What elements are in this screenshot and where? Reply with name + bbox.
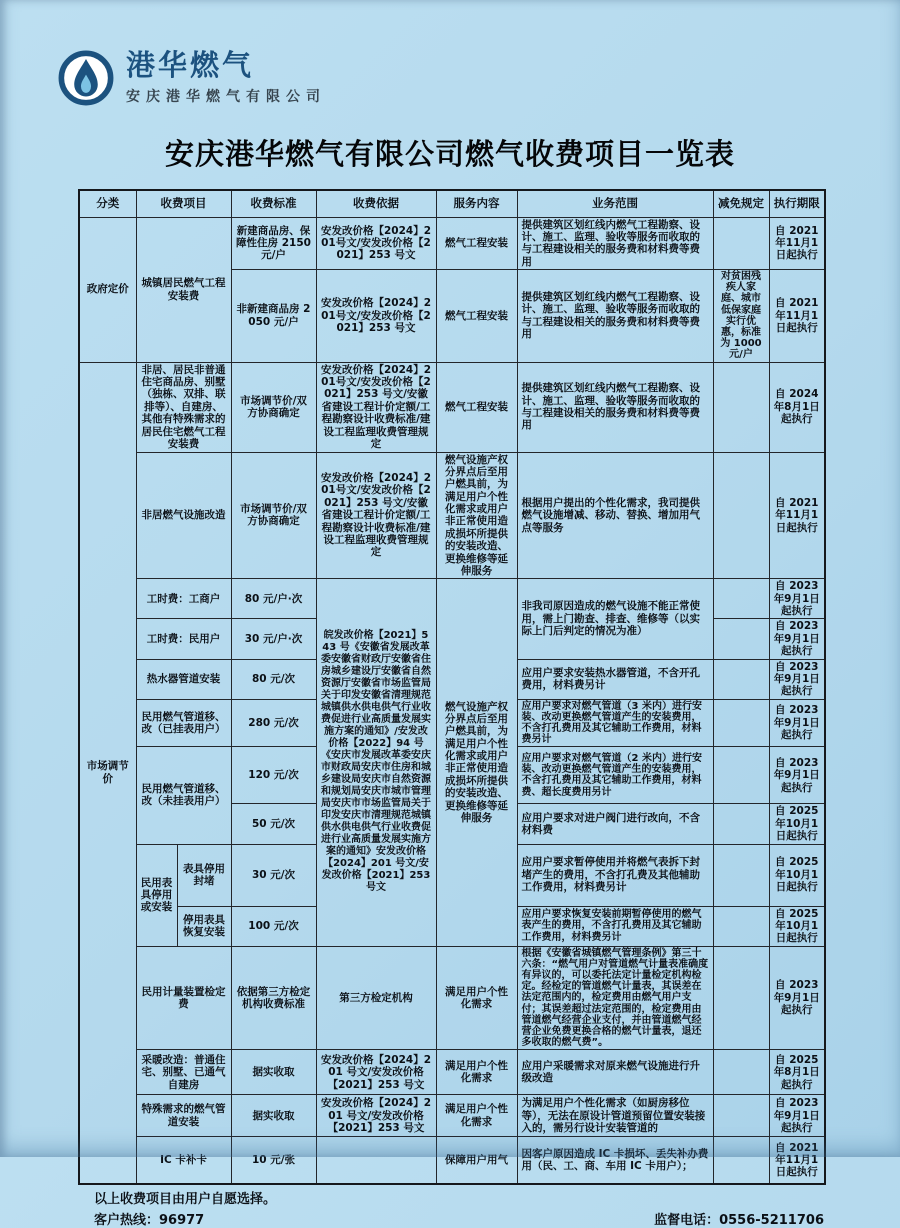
table-cell: 120 元/次 [231,747,316,804]
table-cell: 市场调节价 [79,362,136,1184]
table-cell: 非居、居民非普通住宅商品房、别墅（独栋、双排、联排等）、自建房、其他有特殊需求的居民住宅燃气工程安装费 [136,362,231,452]
table-cell: 据实收取 [231,1095,316,1137]
table-cell: 根据用户提出的个性化需求，我司提供燃气设施增减、移动、替换、增加用气点等服务 [517,452,713,579]
table-cell: 据实收取 [231,1050,316,1095]
table-cell: 因客户原因造成 IC 卡损坏、丢失补办费用（民、工、商、车用 IC 卡用户）； [517,1137,713,1184]
table-cell: 满足用户个性化需求 [436,1050,517,1095]
table-cell: 自 2023年9月1日起执行 [769,659,825,699]
table-cell: 非居燃气设施改造 [136,452,231,579]
table-cell: 表具停用封堵 [177,844,231,906]
page-title: 安庆港华燃气有限公司燃气收费项目一览表 [164,137,735,171]
hotline-label: 客户热线：96977 [94,1212,205,1228]
table-cell: 自 2025年10月1日起执行 [769,906,825,946]
fee-table-body [79,190,825,1184]
table-cell: 安发改价格【2024】201号文/安发改价格【2021】253 号文 [316,270,436,363]
table-cell [713,844,769,906]
table-cell: 自 2023年9月1日起执行 [769,1095,825,1137]
table-cell: 燃气工程安装 [436,217,517,270]
table-cell [713,362,769,452]
table-cell [713,747,769,804]
table-cell [713,906,769,946]
table-cell: 民用燃气管道移、改（已挂表用户） [136,699,231,747]
table-cell: 自 2025年10月1日起执行 [769,804,825,844]
table-cell: 自 2021年11月1日起执行 [769,452,825,579]
table-cell: 安发改价格【2024】201 号文/安发改价格【2021】253 号文 [316,1095,436,1137]
header-cell: 减免规定 [713,190,769,217]
header-cell: 收费依据 [316,190,436,217]
table-cell: 280 元/次 [231,699,316,747]
table-cell: 应用户要求暂停使用并将燃气表拆下封堵产生的费用，不含打孔费及其他辅助工作费用，材料费另计 [517,844,713,906]
table-cell: 燃气设施产权分界点后至用户燃具前，为满足用户个性化需求或用户非正常使用造成损坏所提供的安装改造、更换维修等延伸服务 [436,452,517,579]
header-cell: 分类 [79,190,136,217]
header-cell: 收费标准 [231,190,316,217]
brand-text-block [126,50,326,106]
table-cell: 根据《安徽省城镇燃气管理条例》第三十六条：“燃气用户对管道燃气计量表准确度有异议的，可以委托法定计量检定机构检定。经检定的管道燃气计量表，其误差在法定范围内的，检定费用由燃气用户支付；其误差超过法定范围的，检定费用由管道燃气经营企业支付，并由管道燃气经营企业免费更换合格的燃气计量表，退还多收取的燃气费”。 [517,946,713,1050]
table-cell: 自 2024年8月1日起执行 [769,362,825,452]
table-cell [316,1137,436,1184]
table-cell: 自 2023年9月1日起执行 [769,699,825,747]
table-cell: 自 2023年9月1日起执行 [769,747,825,804]
supervision-label: 监督电话：0556-5211706 [654,1212,824,1228]
table-cell: 50 元/次 [231,804,316,844]
table-cell: 满足用户个性化需求 [436,946,517,1050]
fee-table [78,189,826,1185]
brand-logo [0,0,900,106]
table-cell: 第三方检定机构 [316,946,436,1050]
table-cell: 热水器管道安装 [136,659,231,699]
table-cell: 民用计量装置检定费 [136,946,231,1050]
table-cell: 工时费：工商户 [136,579,231,619]
table-cell [713,699,769,747]
brand-company: 安庆港华燃气有限公司 [126,88,326,105]
table-cell: 80 元/次 [231,659,316,699]
table-cell: 自 2023年9月1日起执行 [769,946,825,1050]
table-cell: 市场调节价/双方协商确定 [231,362,316,452]
table-cell: 对贫困残疾人家庭、城市低保家庭实行优惠，标准为 1000 元/户 [713,270,769,363]
table-cell [713,452,769,579]
table-cell: 应用户要求对进户阀门进行改向，不含材料费 [517,804,713,844]
table-cell: 燃气设施产权分界点后至用户燃具前，为满足用户个性化需求或用户非正常使用造成损坏所提供的安装改造、更换维修等延伸服务 [436,579,517,946]
brand-name: 港华燃气 [126,48,255,83]
table-cell: 自 2021年11月1日起执行 [769,270,825,363]
table-cell [713,659,769,699]
table-cell: 非我司原因造成的燃气设施不能正常使用，需上门勘查、排查、维修等（以实际上门后判定的情况为准） [517,579,713,659]
table-cell: IC 卡补卡 [136,1137,231,1184]
table-cell: 采暖改造：普通住宅、别墅、已通气自建房 [136,1050,231,1095]
header-cell: 业务范围 [517,190,713,217]
table-cell [713,1137,769,1184]
header-cell: 执行期限 [769,190,825,217]
header-cell: 收费项目 [136,190,231,217]
table-cell: 自 2025年8月1日起执行 [769,1050,825,1095]
table-cell: 提供建筑区划红线内燃气工程勘察、设计、施工、监理、验收等服务而收取的与工程建设相关的服务费和材料费等费用 [517,362,713,452]
table-cell [713,804,769,844]
table-cell: 政府定价 [79,217,136,362]
table-cell: 安发改价格【2024】201号文/安发改价格【2021】253 号文/安徽省建设工程计价定额/工程勘察设计收费标准/建设工程监理收费管理规定 [316,362,436,452]
table-cell: 应用户要求恢复安装前期暂停使用的燃气表产生的费用，不含打孔费用及其它辅助工作费用，材料费另计 [517,906,713,946]
table-cell: 满足用户个性化需求 [436,1095,517,1137]
table-cell: 100 元/次 [231,906,316,946]
table-cell: 应用户要求对燃气管道（2 米内）进行安装、改动更换燃气管道产生的安装费用，不含打孔费用及其它辅助工作费用，材料费、超长度费用另计 [517,747,713,804]
table-cell: 燃气工程安装 [436,270,517,363]
table-cell: 市场调节价/双方协商确定 [231,452,316,579]
table-cell: 自 2021年11月1日起执行 [769,1137,825,1184]
table-cell: 安发改价格【2024】201 号文/安发改价格【2021】253 号文 [316,1050,436,1095]
table-cell [713,1095,769,1137]
gas-flame-icon [58,50,114,106]
table-cell: 应用户要求安装热水器管道，不含开孔费用，材料费另计 [517,659,713,699]
table-cell: 提供建筑区划红线内燃气工程勘察、设计、施工、监理、验收等服务而收取的与工程建设相关的服务费和材料费等费用 [517,217,713,270]
table-cell [713,217,769,270]
table-cell: 安发改价格【2024】201号文/安发改价格【2021】253 号文 [316,217,436,270]
table-cell: 自 2021年11月1日起执行 [769,217,825,270]
footer [78,1188,824,1228]
table-cell [713,946,769,1050]
table-cell: 30 元/户·次 [231,619,316,659]
table-cell [713,619,769,659]
table-cell: 工时费：民用户 [136,619,231,659]
table-cell: 民用燃气管道移、改（未挂表用户） [136,747,231,844]
table-cell: 民用表具停用或安装 [136,844,177,946]
table-cell: 自 2023年9月1日起执行 [769,579,825,619]
table-cell [713,579,769,619]
table-cell: 依据第三方检定机构收费标准 [231,946,316,1050]
fee-table-wrap [78,189,824,1185]
header-cell: 服务内容 [436,190,517,217]
table-cell: 自 2023年9月1日起执行 [769,619,825,659]
table-cell: 皖发改价格【2021】543 号《安徽省发展改革委安徽省财政厅安徽省住房城乡建设厅安徽省自然资源厅安徽省市场监管局关于印发安徽省清理规范城镇供水供电供气行业收费促进行业高质量发展实施方案的通知》/安发改价格【2022】94 号《安庆市发展改革委安庆市财政局安庆市住房和城乡建设局安庆市自然资源和规划局安庆市城市管理局安庆市市场监管局关于印发安庆市清理规范城镇供水供电供气行业收费促进行业高质量发展实施方案的通知》安发改价格【2024】201 号文/安发改价格【2021】253 号文 [316,579,436,946]
table-cell: 提供建筑区划红线内燃气工程勘察、设计、施工、监理、验收等服务而收取的与工程建设相关的服务费和材料费等费用 [517,270,713,363]
table-cell: 安发改价格【2024】201号文/安发改价格【2021】253 号文/安徽省建设工程计价定额/工程勘察设计收费标准/建设工程监理收费管理规定 [316,452,436,579]
table-cell [713,1050,769,1095]
footer-note: 以上收费项目由用户自愿选择。 [94,1191,277,1207]
table-cell: 应用户要求对燃气管道（3 米内）进行安装、改动更换燃气管道产生的安装费用，不含打孔费用及其它辅助工作费用，材料费另计 [517,699,713,747]
table-cell: 30 元/次 [231,844,316,906]
table-cell: 应用户采暖需求对原来燃气设施进行升级改造 [517,1050,713,1095]
table-cell: 80 元/户·次 [231,579,316,619]
table-cell: 自 2025年10月1日起执行 [769,844,825,906]
table-cell: 特殊需求的燃气管道安装 [136,1095,231,1137]
table-cell: 非新建商品房 2050 元/户 [231,270,316,363]
table-cell: 城镇居民燃气工程安装费 [136,217,231,362]
table-cell: 新建商品房、保障性住房 2150 元/户 [231,217,316,270]
table-cell: 保障用户用气 [436,1137,517,1184]
table-cell: 10 元/张 [231,1137,316,1184]
table-cell: 为满足用户个性化需求（如厨房移位等），无法在原设计管道预留位置安装接入的，需另行设计安装管道的 [517,1095,713,1137]
table-cell: 停用表具恢复安装 [177,906,231,946]
table-cell: 燃气工程安装 [436,362,517,452]
